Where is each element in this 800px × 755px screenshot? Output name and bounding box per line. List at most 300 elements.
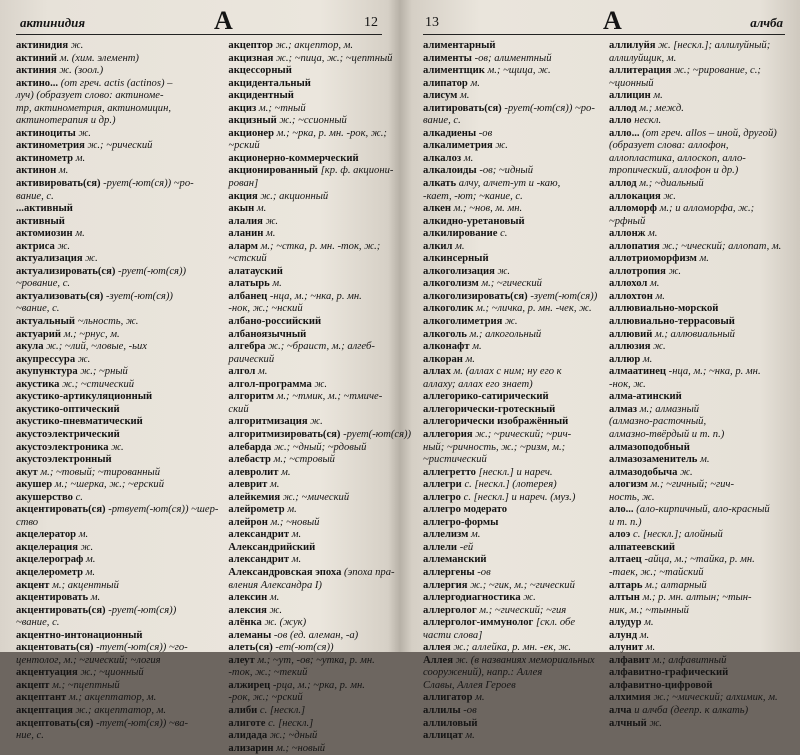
- dictionary-entry: [228, 442, 411, 455]
- entry-grammar: м.: [642, 353, 653, 365]
- entry-headword: аллегория: [423, 428, 473, 440]
- entry-headword: алиби: [228, 704, 258, 716]
- entry-grammar: -нца, м.; ~нка, р. мн.: [668, 366, 761, 378]
- entry-headword: акушерство: [16, 491, 73, 503]
- dictionary-entry: [609, 442, 785, 455]
- entry-grammar: м.: [287, 504, 297, 516]
- entry-headword: алудур: [609, 617, 642, 629]
- entry-headword: Александрийский: [228, 541, 316, 553]
- entry-headword: алкоголик: [423, 303, 474, 315]
- dictionary-entry: [16, 655, 218, 668]
- entry-headword: алеманы: [228, 629, 272, 641]
- entry-grammar: м.: [645, 642, 656, 654]
- dictionary-entry: [423, 103, 599, 116]
- entry-grammar: ство: [16, 516, 39, 528]
- dictionary-entry: [16, 115, 218, 128]
- right-section-letter: А: [603, 6, 622, 35]
- entry-grammar: -рует(-ют(ся)): [118, 265, 187, 277]
- entry-headword: аллюр: [609, 353, 641, 365]
- entry-headword: албанец: [228, 290, 268, 302]
- entry-grammar: актинотерапия и др.): [16, 115, 116, 127]
- entry-headword: аллегро: [423, 491, 461, 503]
- entry-grammar: м.; ~новый: [270, 516, 320, 528]
- entry-grammar: ж.: [668, 265, 682, 277]
- entry-headword: аллергия: [423, 579, 468, 591]
- dictionary-entry: [423, 53, 599, 66]
- entry-headword: алчный: [609, 717, 647, 729]
- dictionary-entry: [609, 115, 785, 128]
- entry-headword: алгебра: [228, 341, 266, 353]
- dictionary-entry: [228, 140, 411, 153]
- dictionary-entry: [423, 90, 599, 103]
- entry-grammar: -нок, ж.: [609, 378, 646, 390]
- entry-grammar: м. (хим. элемент): [59, 52, 139, 64]
- dictionary-entry: [423, 203, 599, 216]
- entry-grammar: ж.; ~стический: [62, 378, 135, 390]
- entry-headword: аллегретто: [423, 466, 476, 478]
- entry-grammar: ж.: [497, 265, 511, 277]
- dictionary-entry: [228, 592, 411, 605]
- entry-grammar: -ов (ед. алеман, -а): [273, 629, 359, 641]
- dictionary-entry: [423, 692, 599, 705]
- entry-grammar: -рует(-ют(ся)) ~ро-: [504, 102, 595, 114]
- dictionary-entry: [16, 692, 218, 705]
- dictionary-entry: [228, 78, 411, 91]
- dictionary-entry: [228, 567, 411, 580]
- dictionary-entry: [609, 191, 785, 204]
- entry-headword: аллотриоморфизм: [609, 253, 697, 265]
- entry-headword: алёнка: [228, 617, 262, 629]
- entry-grammar: ж.: [70, 40, 84, 51]
- entry-grammar: ж.; акцептор, м.: [275, 40, 354, 51]
- dictionary-entry: [228, 730, 411, 743]
- entry-headword: алогизм: [609, 479, 648, 491]
- entry-grammar: -рок, ж.; ~рский: [228, 692, 303, 704]
- entry-headword: александрит: [228, 529, 290, 541]
- dictionary-entry: [609, 216, 785, 229]
- entry-grammar: ж.; ~браист, м.; алгеб-: [268, 341, 375, 353]
- dictionary-entry: [228, 605, 411, 618]
- entry-headword: алкадиены: [423, 127, 477, 139]
- dictionary-entry: [228, 630, 411, 643]
- dictionary-entry: [423, 730, 599, 743]
- entry-grammar: м.; акцентный: [52, 579, 119, 591]
- dictionary-entry: [609, 554, 785, 567]
- entry-headword: актинидия: [16, 40, 69, 51]
- entry-headword: алеут: [228, 654, 255, 666]
- entry-headword: алевролит: [228, 466, 279, 478]
- dictionary-entry: [423, 78, 599, 91]
- entry-grammar: ж.: [314, 378, 328, 390]
- entry-grammar: м.; алфавитный: [652, 654, 727, 666]
- entry-grammar: -рует(-ют(ся)) ~ро-: [103, 178, 194, 190]
- dictionary-entry: [423, 291, 599, 304]
- entry-headword: алтарь: [609, 579, 643, 591]
- entry-headword: аллели: [423, 541, 458, 553]
- dictionary-entry: [16, 216, 218, 229]
- entry-headword: алейрон: [228, 516, 268, 528]
- dictionary-entry: [609, 40, 785, 53]
- entry-grammar: -зует(-ют(ся)): [530, 290, 598, 302]
- left-guide-word: актинидия: [20, 15, 86, 30]
- entry-headword: алконафт: [423, 341, 470, 353]
- entry-grammar: ж.; акцептатор, м.: [75, 704, 167, 716]
- entry-grammar: [скл. обе: [535, 617, 576, 629]
- entry-headword: актино...: [16, 77, 59, 89]
- dictionary-entry: [609, 630, 785, 643]
- entry-grammar: м.: [470, 77, 480, 89]
- dictionary-entry: [228, 303, 411, 316]
- dictionary-entry: [423, 705, 599, 718]
- entry-headword: алкилирование: [423, 228, 498, 240]
- entry-headword: аллювиально-террасовый: [609, 316, 735, 328]
- entry-headword: алиментарный: [423, 40, 496, 51]
- entry-grammar: ж.; ~рирование, с.;: [674, 65, 761, 77]
- entry-grammar: м.; алмазный: [639, 403, 700, 415]
- entry-grammar: тропический, аллофон и др.): [609, 165, 739, 177]
- entry-grammar: ж.; аллейка, р. мн. -ек, ж.: [453, 642, 572, 654]
- entry-headword: аллигатор: [423, 692, 473, 704]
- dictionary-entry: [228, 617, 411, 630]
- entry-headword: аллеманский: [423, 554, 487, 566]
- dictionary-entry: [16, 429, 218, 442]
- entry-headword: алгол: [228, 366, 256, 378]
- dictionary-entry: [423, 216, 599, 229]
- entry-grammar: ж.; ~гик, м.; ~гический: [470, 579, 575, 591]
- dictionary-entry: [423, 278, 599, 291]
- entry-headword: алгоритмизировать(ся): [228, 428, 341, 440]
- right-guide-word: алчба: [750, 15, 783, 30]
- entry-headword: акцелерация: [16, 541, 78, 553]
- dictionary-entry: [16, 103, 218, 116]
- dictionary-entry: [423, 316, 599, 329]
- entry-grammar: м.: [655, 290, 665, 302]
- right-page: [413, 0, 793, 742]
- entry-grammar: ж.: [85, 253, 98, 265]
- dictionary-entry: [16, 203, 218, 216]
- entry-grammar: и т. п.): [609, 516, 642, 528]
- dictionary-entry: [423, 567, 599, 580]
- dictionary-entry: [423, 65, 599, 78]
- entry-grammar: ж.: [504, 316, 518, 328]
- dictionary-entry: [228, 416, 411, 429]
- entry-grammar: ж.: [649, 717, 662, 729]
- entry-headword: александрит: [228, 554, 290, 566]
- entry-grammar: м.: [472, 341, 482, 353]
- left-page-columns: [16, 40, 412, 754]
- dictionary-entry: [16, 366, 218, 379]
- entry-grammar: ~стский: [228, 253, 267, 265]
- entry-headword: аллегорически-гротескный: [423, 403, 556, 415]
- entry-grammar: ность, ж.: [609, 491, 655, 503]
- dictionary-entry: [609, 492, 785, 505]
- dictionary-entry: [609, 153, 785, 166]
- entry-headword: акцелерометр: [16, 566, 83, 578]
- dictionary-entry: [228, 542, 411, 555]
- entry-grammar: -ртвует(-ют(ся)) ~шер-: [108, 504, 219, 516]
- entry-grammar: ж.: [269, 604, 282, 616]
- dictionary-entry: [16, 479, 218, 492]
- entry-headword: акцент: [16, 579, 50, 591]
- dictionary-entry: [16, 266, 218, 279]
- entry-headword: алкоголь: [423, 328, 467, 340]
- dictionary-entry: [423, 504, 599, 517]
- dictionary-entry: [16, 316, 218, 329]
- entry-headword: аллитерация: [609, 65, 672, 77]
- entry-headword: аллегорико-сатирический: [423, 391, 549, 403]
- entry-headword: ало...: [609, 504, 634, 516]
- entry-grammar: ский: [228, 403, 249, 415]
- entry-headword: алкоголиметрия: [423, 316, 503, 328]
- entry-headword: аллергодиагностика: [423, 592, 521, 604]
- entry-grammar: м.: [291, 529, 302, 541]
- dictionary-entry: [16, 165, 218, 178]
- entry-grammar: ~ристический: [423, 454, 487, 466]
- entry-grammar: ж.: [495, 140, 508, 152]
- dictionary-entry: [609, 90, 785, 103]
- dictionary-entry: [16, 442, 218, 455]
- entry-headword: активный: [16, 215, 65, 227]
- entry-grammar: вание, с.: [423, 115, 461, 127]
- entry-headword: алексия: [228, 604, 267, 616]
- entry-headword: аллод: [609, 102, 637, 114]
- entry-headword: акцизный: [228, 115, 277, 127]
- entry-grammar: м.: [266, 228, 276, 240]
- entry-grammar: -ов: [477, 566, 491, 578]
- dictionary-entry: [228, 492, 411, 505]
- dictionary-entry: [16, 90, 218, 103]
- dictionary-entry: [228, 329, 411, 342]
- entry-grammar: м.; алкогольный: [469, 328, 542, 340]
- dictionary-entry: [609, 78, 785, 91]
- entry-grammar: м.: [699, 253, 709, 265]
- right-column-2: [609, 40, 785, 729]
- entry-grammar: м.; ~гичный; ~гич-: [650, 479, 734, 491]
- entry-grammar: ж. (жук): [264, 617, 307, 629]
- dictionary-entry: [609, 341, 785, 354]
- dictionary-entry: [423, 642, 599, 655]
- dictionary-entry: [16, 718, 218, 731]
- dictionary-entry: [228, 354, 411, 367]
- dictionary-entry: [609, 567, 785, 580]
- entry-headword: акупрессура: [16, 353, 76, 365]
- entry-grammar: нескл.: [634, 115, 662, 127]
- entry-headword: акустико-оптический: [16, 403, 120, 415]
- dictionary-entry: [609, 529, 785, 542]
- dictionary-entry: [423, 329, 599, 342]
- entry-grammar: ж. (зоол.): [59, 65, 104, 77]
- entry-headword: акцелератор: [16, 529, 77, 541]
- dictionary-entry: [228, 266, 411, 279]
- entry-headword: алхимия: [609, 692, 651, 704]
- entry-grammar: ж.: [653, 341, 666, 353]
- dictionary-entry: [423, 542, 599, 555]
- dictionary-entry: [16, 404, 218, 417]
- entry-headword: алкалоз: [423, 152, 462, 164]
- dictionary-entry: [16, 329, 218, 342]
- entry-grammar: -ов: [463, 704, 477, 716]
- entry-headword: алиготе: [228, 717, 266, 729]
- entry-headword: алоэ: [609, 529, 631, 541]
- entry-headword: алейкемия: [228, 491, 281, 503]
- entry-grammar: м.; ~стровый: [273, 454, 335, 466]
- entry-grammar: ж. (в названиях мемориальных: [455, 654, 595, 666]
- dictionary-entry: [423, 341, 599, 354]
- entry-headword: акустоэлектроника: [16, 441, 109, 453]
- dictionary-entry: [16, 228, 218, 241]
- entry-grammar: м.; ~нов, м. мн.: [453, 203, 523, 215]
- entry-grammar: ж.; ~дный; ~рдовый: [274, 441, 367, 453]
- dictionary-entry: [423, 605, 599, 618]
- entry-headword: акула: [16, 341, 44, 353]
- entry-headword: акцептор: [228, 40, 273, 51]
- entry-headword: алкоголизм: [423, 278, 479, 290]
- entry-grammar: м.; ~товый; ~тированный: [40, 466, 161, 478]
- entry-grammar: ж.; ~рный: [80, 366, 128, 378]
- dictionary-entry: [228, 404, 411, 417]
- left-page: [6, 0, 412, 754]
- entry-headword: аллегро модерато: [423, 504, 508, 516]
- entry-headword: алунит: [609, 642, 644, 654]
- entry-headword: алло: [609, 115, 632, 127]
- dictionary-entry: [16, 178, 218, 191]
- entry-headword: алатауский: [228, 265, 283, 277]
- entry-grammar: м.: [78, 529, 89, 541]
- entry-grammar: м.: [85, 566, 96, 578]
- dictionary-entry: [423, 680, 599, 693]
- entry-headword: Александровская эпоха: [228, 566, 342, 578]
- dictionary-entry: [16, 617, 218, 630]
- dictionary-entry: [16, 467, 218, 480]
- entry-headword: алкалиметрия: [423, 140, 493, 152]
- dictionary-entry: [228, 391, 411, 404]
- entry-headword: аллохол: [609, 278, 648, 290]
- entry-headword: алфавитно-графический: [609, 667, 729, 679]
- entry-headword: аллилы: [423, 704, 461, 716]
- entry-headword: алча: [609, 704, 632, 716]
- entry-grammar: м.; ~щица, ж.: [487, 65, 551, 77]
- entry-headword: актуализовать(ся): [16, 290, 104, 302]
- entry-grammar: м.: [75, 228, 85, 240]
- entry-grammar: м.; ~рка, р. мн. -рок, ж.;: [276, 127, 387, 139]
- entry-grammar: м.; р. мн. алтын; ~тын-: [642, 592, 752, 604]
- entry-headword: акцентно-интонационный: [16, 629, 143, 641]
- entry-headword: аллювий: [609, 328, 653, 340]
- entry-headword: акционированный: [228, 165, 319, 177]
- dictionary-entry: [16, 605, 218, 618]
- entry-headword: аллерголог: [423, 604, 477, 616]
- dictionary-entry: [423, 379, 599, 392]
- entry-headword: акцептант: [16, 692, 67, 704]
- dictionary-entry: [423, 178, 599, 191]
- dictionary-entry: [228, 743, 411, 755]
- dictionary-entry: [228, 379, 411, 392]
- entry-headword: аллах: [423, 366, 451, 378]
- dictionary-entry: [609, 667, 785, 680]
- entry-grammar: ~рование, с.: [16, 278, 71, 290]
- entry-grammar: -кает, -ют; ~кание, с.: [423, 190, 523, 202]
- entry-grammar: рован]: [228, 178, 259, 190]
- dictionary-entry: [609, 278, 785, 291]
- dictionary-entry: [16, 580, 218, 593]
- entry-headword: алло...: [609, 127, 640, 139]
- entry-headword: актуальный: [16, 316, 76, 328]
- entry-grammar: м. (аллах с ним; ну его к: [453, 366, 562, 378]
- dictionary-entry: [16, 53, 218, 66]
- entry-headword: алебарда: [228, 441, 272, 453]
- dictionary-entry: [609, 467, 785, 480]
- entry-headword: акцидентный: [228, 90, 294, 102]
- entry-grammar: Славы, Аллея Героев: [423, 679, 516, 691]
- dictionary-entry: [228, 529, 411, 542]
- entry-grammar: ж.: [663, 190, 676, 202]
- entry-headword: актиний: [16, 52, 58, 64]
- entry-grammar: м.; ~тмик, м.; ~тмиче-: [276, 391, 383, 403]
- right-page-columns: [423, 40, 785, 742]
- entry-grammar: сооружений), напр.: Аллея: [423, 667, 543, 679]
- entry-grammar: м.: [475, 692, 485, 704]
- entry-grammar: м.: [455, 240, 465, 252]
- dictionary-entry: [16, 454, 218, 467]
- dictionary-entry: [228, 278, 411, 291]
- dictionary-entry: [228, 40, 411, 53]
- entry-grammar: -ов; ~идный: [479, 165, 534, 177]
- entry-headword: аллокация: [609, 190, 661, 202]
- dictionary-entry: [609, 692, 785, 705]
- entry-grammar: -ов; алиментный: [474, 52, 552, 64]
- entry-headword: алейрометр: [228, 504, 285, 516]
- entry-headword: аллохтон: [609, 290, 653, 302]
- entry-grammar: м.; акцептатор, м.: [68, 692, 157, 704]
- entry-grammar: раический: [228, 353, 275, 365]
- dictionary-entry: [16, 730, 218, 743]
- entry-headword: алмаз: [609, 403, 638, 415]
- entry-grammar: с. [нескл.] и нареч. (муз.): [463, 491, 576, 503]
- entry-headword: алименты: [423, 52, 472, 64]
- dictionary-entry: [609, 504, 785, 517]
- dictionary-entry: [423, 165, 599, 178]
- dictionary-entry: [228, 680, 411, 693]
- dictionary-entry: [609, 517, 785, 530]
- dictionary-entry: [228, 642, 411, 655]
- dictionary-entry: [16, 705, 218, 718]
- dictionary-entry: [16, 416, 218, 429]
- dictionary-entry: [609, 178, 785, 191]
- dictionary-entry: [16, 504, 218, 517]
- entry-headword: албано-российский: [228, 316, 322, 328]
- entry-grammar: м.; ~пцептный: [52, 679, 120, 691]
- dictionary-entry: [228, 705, 411, 718]
- entry-grammar: -нца, м.; ~нка, р. мн.: [269, 290, 362, 302]
- entry-headword: алтаец: [609, 554, 642, 566]
- entry-grammar: -нок, ж.; ~нский: [228, 303, 303, 315]
- entry-grammar: м.: [463, 152, 474, 164]
- dictionary-entry: [423, 366, 599, 379]
- entry-headword: актуализировать(ся): [16, 265, 116, 277]
- dictionary-entry: [423, 667, 599, 680]
- entry-headword: акупунктура: [16, 366, 78, 378]
- entry-headword: аллергены: [423, 566, 475, 578]
- entry-headword: аллотропия: [609, 265, 666, 277]
- dictionary-entry: [228, 718, 411, 731]
- entry-grammar: ж.; ~лий, ~ловые, -ьих: [46, 341, 148, 353]
- entry-headword: акын: [228, 203, 255, 215]
- dictionary-entry: [423, 266, 599, 279]
- dictionary-entry: [423, 492, 599, 505]
- entry-headword: алебастр: [228, 454, 271, 466]
- entry-grammar: [нескл.] и нареч.: [478, 466, 553, 478]
- dictionary-entry: [16, 341, 218, 354]
